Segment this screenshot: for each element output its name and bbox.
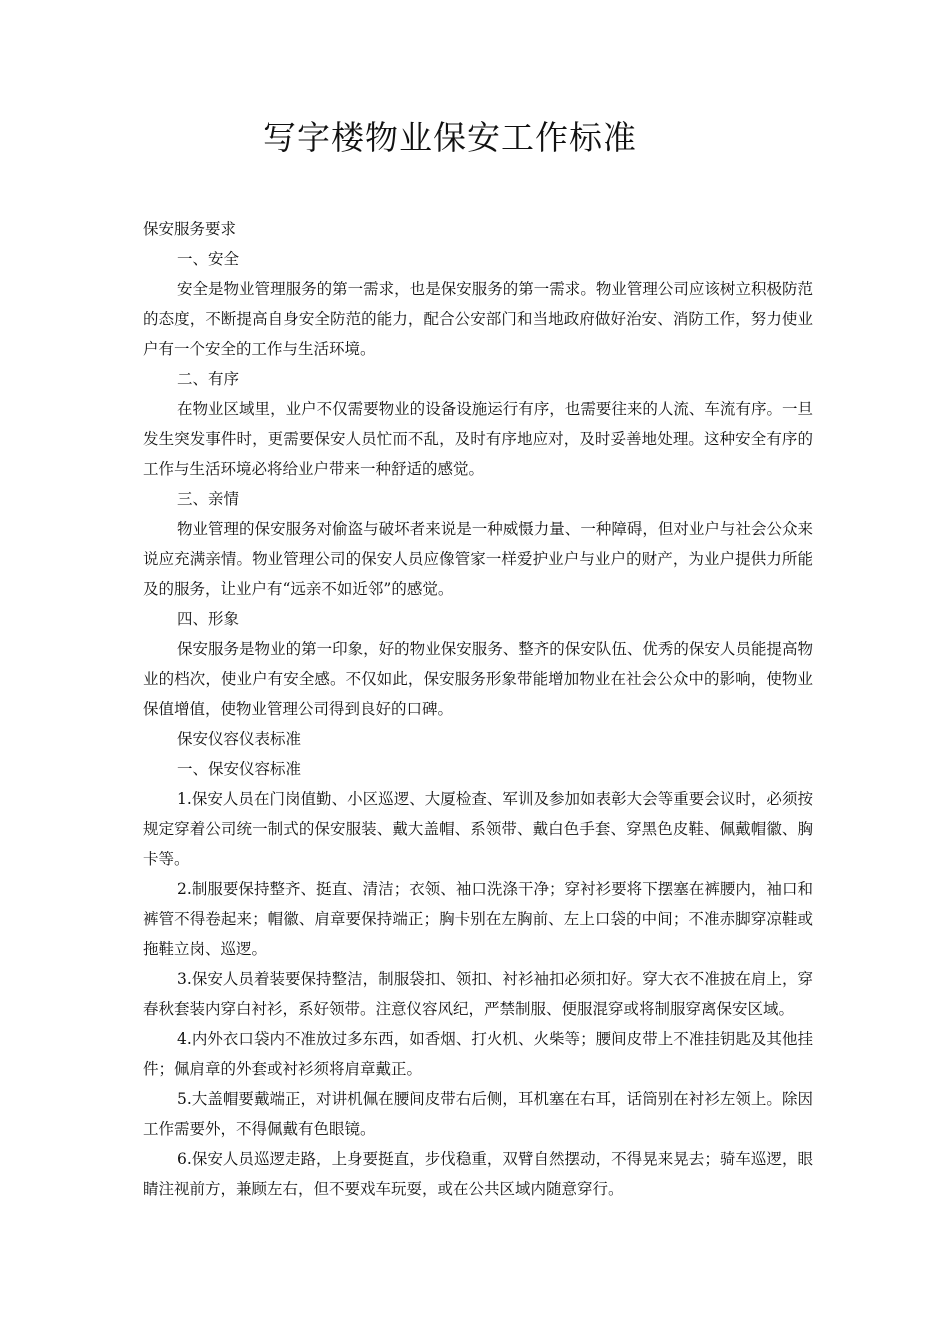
body-paragraph: 安全是物业管理服务的第一需求，也是保安服务的第一需求。物业管理公司应该树立积极防范的态度，不断提高自身安全防范的能力，配合公安部门和当地政府做好治安、消防工作，努力使业户有一个安全的工作与生活环境。: [143, 280, 813, 358]
body-paragraph: 在物业区域里，业户不仅需要物业的设备设施运行有序，也需要往来的人流、车流有序。一旦发生突发事件时，更需要保安人员忙而不乱，及时有序地应对，及时妥善地处理。这种安全有序的工作与生活环境必将给业户带来一种舒适的感觉。: [143, 400, 813, 478]
subsection-heading: 三、亲情: [177, 490, 240, 508]
subsection-heading: 一、安全: [177, 250, 240, 268]
list-item: 1.保安人员在门岗值勤、小区巡逻、大厦检查、军训及参加如表彰大会等重要会议时，必须按规定穿着公司统一制式的保安服装、戴大盖帽、系领带、戴白色手套、穿黑色皮鞋、佩戴帽徽、胸卡等。: [143, 790, 813, 868]
list-item: 3.保安人员着装要保持整洁，制服袋扣、领扣、衬衫袖扣必须扣好。穿大衣不准披在肩上，穿春秋套装内穿白衬衫，系好领带。注意仪容风纪，严禁制服、便服混穿或将制服穿离保安区域。: [143, 970, 813, 1018]
subsection-heading: 一、保安仪容标准: [177, 760, 302, 778]
list-item: 6.保安人员巡逻走路，上身要挺直，步伐稳重，双臂自然摆动，不得晃来晃去；骑车巡逻，眼睛注视前方，兼顾左右，但不要戏车玩耍，或在公共区域内随意穿行。: [143, 1150, 813, 1198]
body-paragraph: 物业管理的保安服务对偷盗与破坏者来说是一种威慑力量、一种障碍，但对业户与社会公众来说应充满亲情。物业管理公司的保安人员应像管家一样爱护业户与业户的财产，为业户提供力所能及的服务，让业户有“远亲不如近邻”的感觉。: [143, 520, 813, 598]
list-item: 5.大盖帽要戴端正，对讲机佩在腰间皮带右后侧，耳机塞在右耳，话筒别在衬衫左领上。除因工作需要外，不得佩戴有色眼镜。: [143, 1090, 813, 1138]
section-heading: 保安仪容仪表标准: [177, 730, 302, 748]
section-heading: 保安服务要求: [143, 220, 237, 238]
subsection-heading: 四、形象: [177, 610, 240, 628]
subsection-heading: 二、有序: [177, 370, 240, 388]
document-title: 写字楼物业保安工作标准: [263, 118, 637, 157]
document-body: [143, 214, 813, 1204]
list-item: 2.制服要保持整齐、挺直、清洁；衣领、袖口洗涤干净；穿衬衫要将下摆塞在裤腰内，袖口和裤管不得卷起来；帽徽、肩章要保持端正；胸卡别在左胸前、左上口袋的中间；不准赤脚穿凉鞋或拖鞋立岗、巡逻。: [143, 880, 813, 958]
body-paragraph: 保安服务是物业的第一印象，好的物业保安服务、整齐的保安队伍、优秀的保安人员能提高物业的档次，使业户有安全感。不仅如此，保安服务形象带能增加物业在社会公众中的影响，使物业保值增值，使物业管理公司得到良好的口碑。: [143, 640, 813, 718]
list-item: 4.内外衣口袋内不准放过多东西，如香烟、打火机、火柴等；腰间皮带上不准挂钥匙及其他挂件；佩肩章的外套或衬衫须将肩章戴正。: [143, 1030, 813, 1078]
